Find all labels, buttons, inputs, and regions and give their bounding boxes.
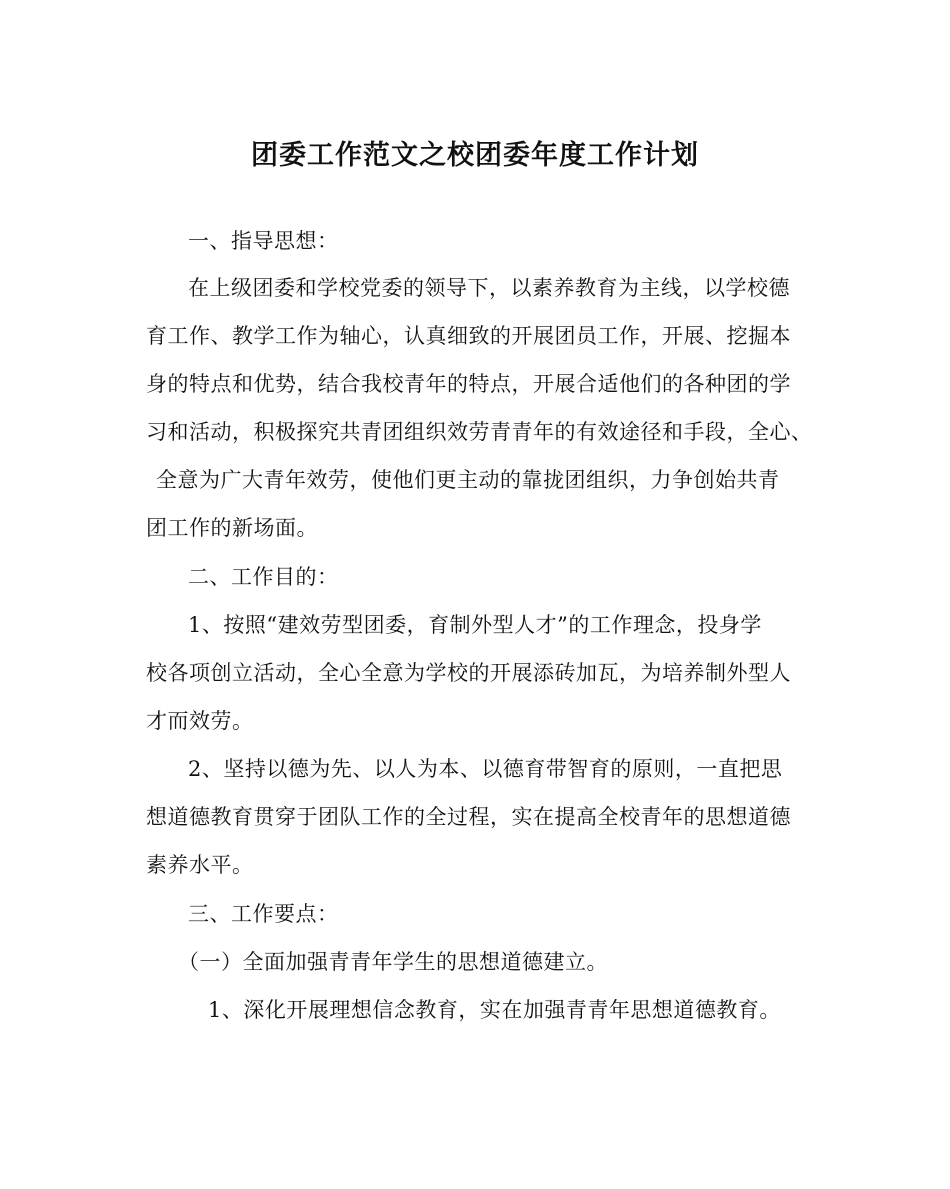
list-item: 1、深化开展理想信念教育，实在加强青青年思想道德教育。	[208, 998, 781, 1022]
paragraph-line: 全意为广大青年效劳，使他们更主动的靠拢团组织，力争创始共青	[156, 468, 780, 492]
paragraph-line: 团工作的新场面。	[146, 516, 318, 540]
paragraph-line: 校各项创立活动，全心全意为学校的开展添砖加瓦，为培养制外型人	[146, 661, 791, 685]
paragraph-line: 在上级团委和学校党委的领导下，以素养教育为主线，以学校德	[188, 276, 790, 300]
paragraph-line: 2、坚持以德为先、以人为本、以德育带智育的原则，一直把思	[188, 757, 783, 781]
paragraph-line: 素养水平。	[146, 853, 254, 877]
document-title: 团委工作范文之校团委年度工作计划	[251, 140, 699, 171]
section-heading-2: 二、工作目的：	[188, 565, 339, 589]
paragraph-line: 才而效劳。	[146, 709, 254, 733]
paragraph-line: 习和活动，积极探究共青团组织效劳青青年的有效途径和手段，全心、	[146, 420, 813, 444]
section-heading-1: 一、指导思想：	[188, 229, 339, 253]
paragraph-line: 1、按照“建效劳型团委，育制外型人才”的工作理念，投身学	[188, 613, 762, 637]
paragraph-line: 育工作、教学工作为轴心，认真细致的开展团员工作，开展、挖掘本	[146, 324, 791, 348]
paragraph-line: 身的特点和优势，结合我校青年的特点，开展合适他们的各种团的学	[146, 372, 791, 396]
section-heading-3: 三、工作要点：	[188, 902, 339, 926]
paragraph-line: 想道德教育贯穿于团队工作的全过程，实在提高全校青年的思想道德	[146, 805, 791, 829]
subsection-heading: （一）全面加强青青年学生的思想道德建立。	[178, 950, 608, 974]
